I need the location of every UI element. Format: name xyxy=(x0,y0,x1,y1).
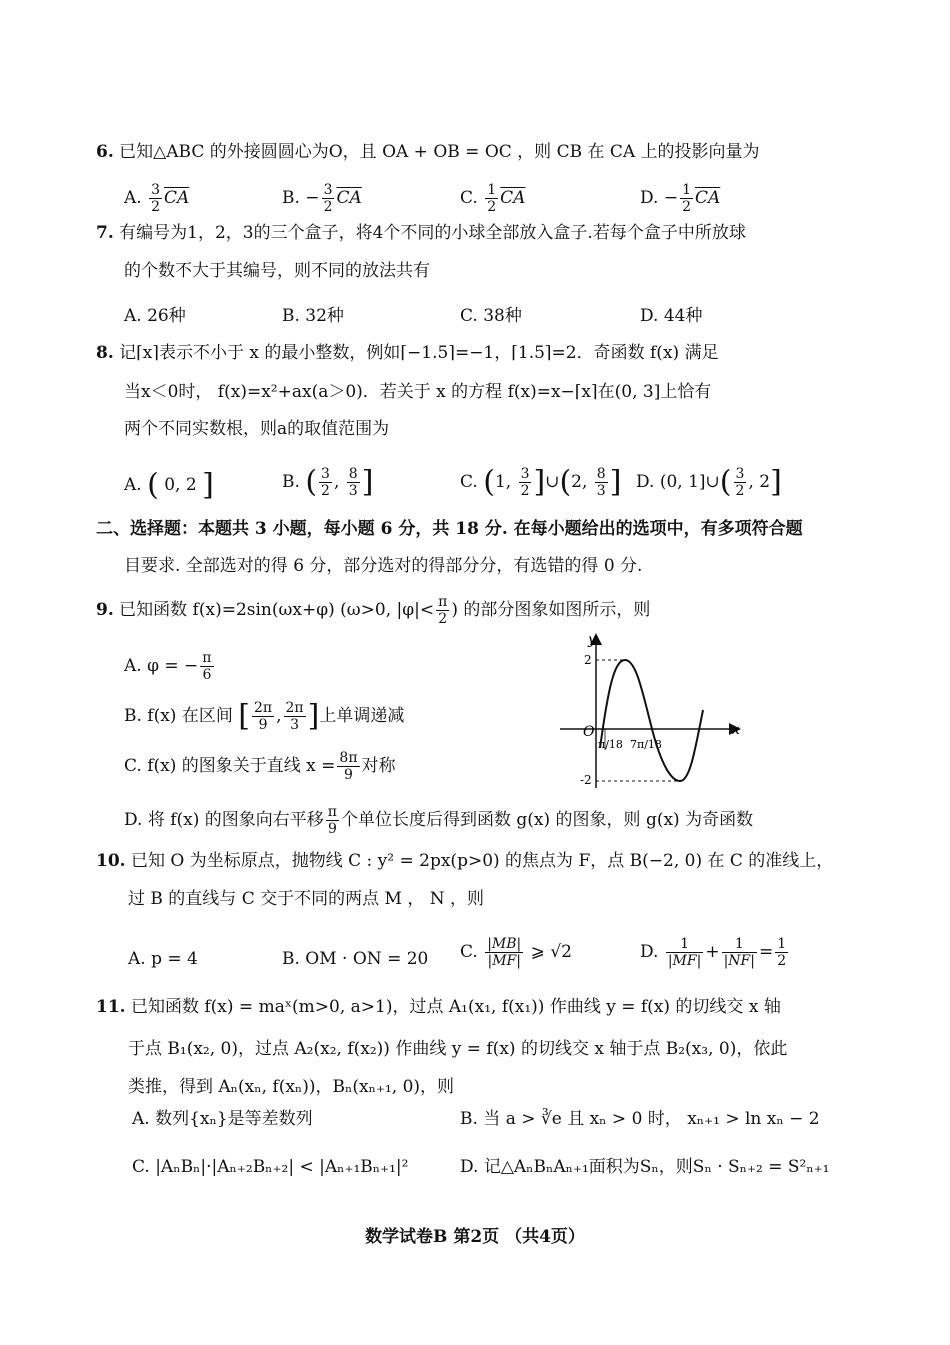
q11-line-3: 类推，得到 Aₙ(xₙ, f(xₙ))，Bₙ(xₙ₊₁, 0)，则 xyxy=(128,1077,455,1097)
q10-option-b: B. OM · ON = 20 xyxy=(282,949,429,969)
q8-line-2: 当x＜0时， f(x)=x²+ax(a＞0)．若关于 x 的方程 f(x)=x−⌈x⌉在(0, 3]上恰有 xyxy=(124,382,712,402)
section-2-header-line-1: 二、选择题：本题共 3 小题，每小题 6 分，共 18 分. 在每小题给出的选项中，有多项符合题 xyxy=(96,519,803,539)
q8-line-3: 两个不同实数根，则a的取值范围为 xyxy=(124,419,390,439)
tick1-label: π/18 xyxy=(598,738,623,751)
q10-option-c: C. $\frac{|MB|}{|MF|}$ ⩾ √2 xyxy=(460,936,572,969)
sine-curve xyxy=(600,660,703,781)
q8-option-c: C. (1, $\frac{3}{2}$ ]∪(2, $\frac{8}{3}$ ] xyxy=(460,464,622,500)
q6-stem xyxy=(96,141,760,163)
section-2-header-line-2: 目要求. 全部选对的得 6 分，部分选对的得部分分，有选错的得 0 分. xyxy=(124,556,643,576)
q7-line-1: 7. 有编号为1，2，3的三个盒子，将4个不同的小球全部放入盒子.若每个盒子中所放球 xyxy=(96,223,746,243)
q7-line-2: 的个数不大于其编号，则不同的放法共有 xyxy=(124,261,430,281)
q6-option-b: B. − $\frac{3}{2}$ $\overline{CA}$ xyxy=(282,182,362,215)
q11-option-a: A. 数列{xₙ}是等差数列 xyxy=(132,1109,313,1129)
q9-option-a: A. φ = − $\frac{\pi}{6}$ xyxy=(124,650,212,683)
q11-line-2: 于点 B₁(x₂, 0)，过点 A₂(x₂, f(x₂)) 作曲线 y = f(x) 的切线交 x 轴于点 B₂(x₃, 0)，依此 xyxy=(128,1039,788,1059)
q6-option-c: C. $\frac{1}{2}$ $\overline{CA}$ xyxy=(460,182,526,215)
q10-line-2: 过 B 的直线与 C 交于不同的两点 M ， N ，则 xyxy=(128,889,485,909)
q7-option-d: D. 44种 xyxy=(640,306,703,326)
q9-option-d: D. 将 f(x) 的图象向右平移 $\frac{\pi}{9}$ 个单位长度后得到函数 g(x) 的图象，则 g(x) 为奇函数 xyxy=(124,804,754,837)
q11-number: 11. xyxy=(96,997,126,1017)
q8-line-1: 8. 记⌈x⌉表示不小于 x 的最小整数，例如⌈−1.5⌉=−1，⌈1.5⌉=2．奇函数 f(x) 满足 xyxy=(96,343,719,363)
q8-number: 8. xyxy=(96,343,114,363)
origin-label: O xyxy=(583,724,595,740)
q11-option-c: C. |AₙBₙ|·|Aₙ₊₂Bₙ₊₂| < |Aₙ₊₁Bₙ₊₁|² xyxy=(132,1157,409,1177)
y-axis-label: y xyxy=(588,632,596,648)
q11-option-d: D. 记△AₙBₙAₙ₊₁面积为Sₙ，则Sₙ · Sₙ₊₂ = S²ₙ₊₁ xyxy=(460,1157,830,1177)
q8-option-d: D. (0, 1]∪( $\frac{3}{2}$ , 2] xyxy=(636,464,782,500)
q10-number: 10. xyxy=(96,851,126,871)
q6-number: 6. xyxy=(96,142,114,162)
q11-line-1: 11. 已知函数 f(x) = maˣ(m>0, a>1)，过点 A₁(x₁, f(x₁)) 作曲线 y = f(x) 的切线交 x 轴 xyxy=(96,997,781,1017)
q10-option-d: D. $\frac{1}{|MF|}$ + $\frac{1}{|NF|}$ = $\frac{1}{2}$ xyxy=(640,936,787,969)
q9-number: 9. xyxy=(96,600,114,620)
q8-option-a: A. ( 0, 2 ] xyxy=(124,467,214,503)
q10-line-1: 10. 已知 O 为坐标原点，抛物线 C : y² = 2px(p>0) 的焦点为 F，点 B(−2, 0) 在 C 的准线上， xyxy=(96,851,834,871)
q9-option-b: B. f(x) 在区间 [ $\frac{2\pi}{9}$ , $\frac{2\pi}{3}$ ]上单调递减 xyxy=(124,698,405,734)
q6-text: 已知△ABC 的外接圆圆心为O，且 OA + OB = OC ，则 CB 在 CA 上的投影向量为 xyxy=(119,142,760,162)
q8-option-b: B. ( $\frac{3}{2}$ , $\frac{8}{3}$ ] xyxy=(282,464,374,500)
q7-option-c: C. 38种 xyxy=(460,306,522,326)
q9-sine-graph xyxy=(560,630,750,790)
q10-option-a: A. p = 4 xyxy=(128,949,198,969)
q7-option-b: B. 32种 xyxy=(282,306,344,326)
y-max-label: 2 xyxy=(584,653,592,667)
q7-number: 7. xyxy=(96,223,114,243)
y-min-label: -2 xyxy=(580,773,592,787)
q9-option-c: C. f(x) 的图象关于直线 x = $\frac{8\pi}{9}$ 对称 xyxy=(124,750,396,783)
q11-option-b: B. 当 a > ∛e 且 xₙ > 0 时， xₙ₊₁ > ln xₙ − 2 xyxy=(460,1109,820,1129)
q9-stem: 9. 已知函数 f(x)=2sin(ωx+φ) (ω>0, |φ|< $\frac{\pi}{2}$ ) 的部分图象如图所示，则 xyxy=(96,594,651,627)
page-footer: 数学试卷B 第2页 （共4页） xyxy=(365,1227,585,1247)
q6-option-d: D. − $\frac{1}{2}$ $\overline{CA}$ xyxy=(640,182,721,215)
q7-option-a: A. 26种 xyxy=(124,306,186,326)
tick2-label: 7π/18 xyxy=(630,738,662,751)
q6-option-a: A. $\frac{3}{2}$ $\overline{CA}$ xyxy=(124,182,190,215)
x-axis-label: x xyxy=(732,722,740,738)
